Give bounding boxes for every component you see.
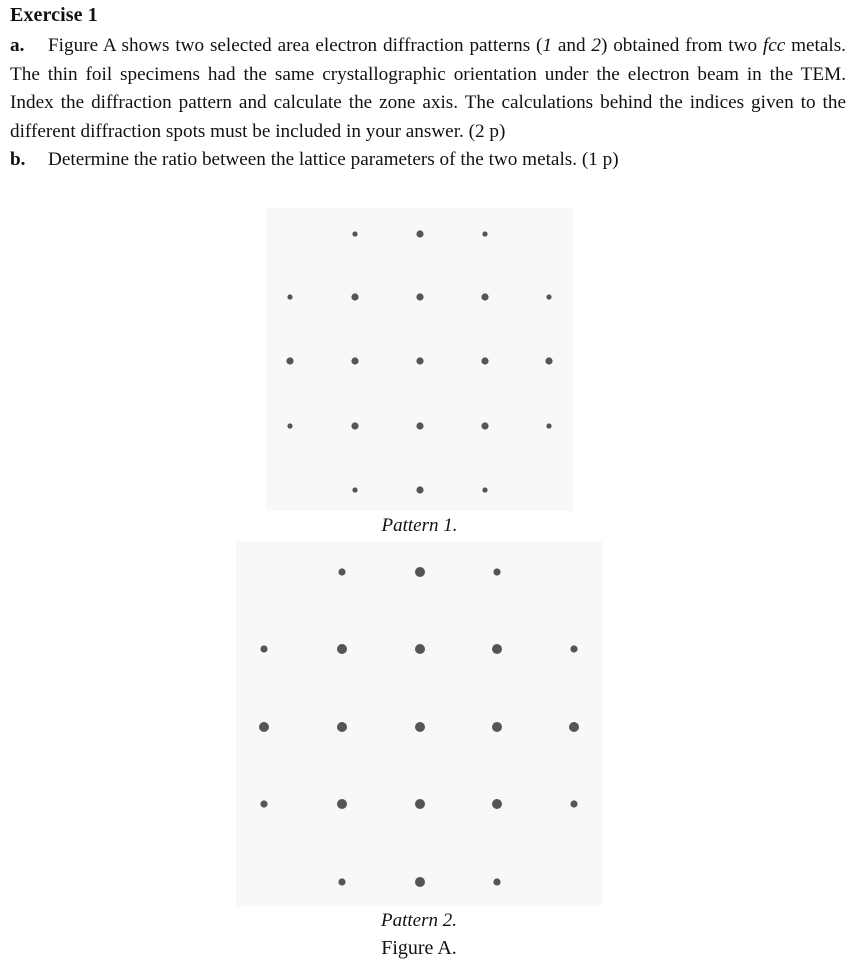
diffraction-spot	[416, 357, 423, 364]
diffraction-spot	[352, 231, 357, 236]
diffraction-spot	[337, 722, 347, 732]
question-b-text: Determine the ratio between the lattice parameters of the two metals. (1 p)	[48, 149, 619, 170]
pattern-1-ref: 1	[542, 35, 552, 56]
diffraction-spot	[287, 423, 292, 428]
diffraction-spot	[352, 487, 357, 492]
question-a	[10, 32, 846, 146]
diffraction-spot	[570, 800, 577, 807]
diffraction-pattern-2	[236, 541, 602, 906]
diffraction-spot	[493, 568, 500, 575]
diffraction-spot	[482, 487, 487, 492]
diffraction-spot	[570, 645, 577, 652]
diffraction-spot	[492, 799, 502, 809]
diffraction-spot	[416, 230, 423, 237]
fcc-term: fcc	[762, 35, 786, 56]
diffraction-spot	[351, 293, 358, 300]
question-a-text-1: Figure A shows two selected area electron diffraction patterns (	[48, 35, 543, 56]
diffraction-spot	[481, 422, 488, 429]
question-a-text-3: ) obtained from two	[600, 35, 763, 56]
diffraction-spot	[416, 486, 423, 493]
pattern-1-caption: Pattern 1.	[381, 515, 458, 536]
diffraction-spot	[287, 294, 292, 299]
pattern-2-ref: 2	[591, 35, 601, 56]
diffraction-spot	[492, 722, 502, 732]
diffraction-spot	[546, 294, 551, 299]
diffraction-spot	[482, 231, 487, 236]
diffraction-spot	[259, 722, 269, 732]
diffraction-spot	[337, 644, 347, 654]
diffraction-spot	[260, 800, 267, 807]
diffraction-spot	[338, 878, 345, 885]
diffraction-spot	[569, 722, 579, 732]
diffraction-spot	[415, 799, 425, 809]
diffraction-spot	[481, 293, 488, 300]
question-a-label: a.	[10, 35, 25, 56]
diffraction-spot	[351, 357, 358, 364]
diffraction-spot	[546, 423, 551, 428]
question-b-label: b.	[10, 149, 26, 170]
diffraction-spot	[415, 644, 425, 654]
question-a-text-2: and	[552, 35, 592, 56]
diffraction-spot	[416, 293, 423, 300]
diffraction-pattern-1	[266, 208, 573, 511]
exercise-title: Exercise 1	[10, 4, 98, 26]
pattern-2-spots	[236, 541, 602, 906]
diffraction-spot	[493, 878, 500, 885]
pattern-2-caption: Pattern 2.	[381, 910, 457, 931]
diffraction-spot	[337, 799, 347, 809]
diffraction-spot	[351, 422, 358, 429]
diffraction-spot	[415, 877, 425, 887]
diffraction-spot	[416, 422, 423, 429]
diffraction-spot	[338, 568, 345, 575]
diffraction-spot	[545, 357, 552, 364]
diffraction-spot	[492, 644, 502, 654]
diffraction-spot	[415, 722, 425, 732]
diffraction-spot	[286, 357, 293, 364]
diffraction-spot	[415, 567, 425, 577]
diffraction-spot	[481, 357, 488, 364]
question-a-text-4: metals. The thin foil specimens had the same crystallographic orientation under the electron beam in the TEM. Index the diffraction pattern and calculate the zone axis. The calculations behind the indices given to the different diffraction spots must be included in your answer. (2 p)	[10, 35, 846, 142]
question-b	[10, 146, 846, 175]
pattern-1-spots	[266, 208, 573, 511]
figure-caption: Figure A.	[381, 937, 457, 959]
diffraction-spot	[260, 645, 267, 652]
